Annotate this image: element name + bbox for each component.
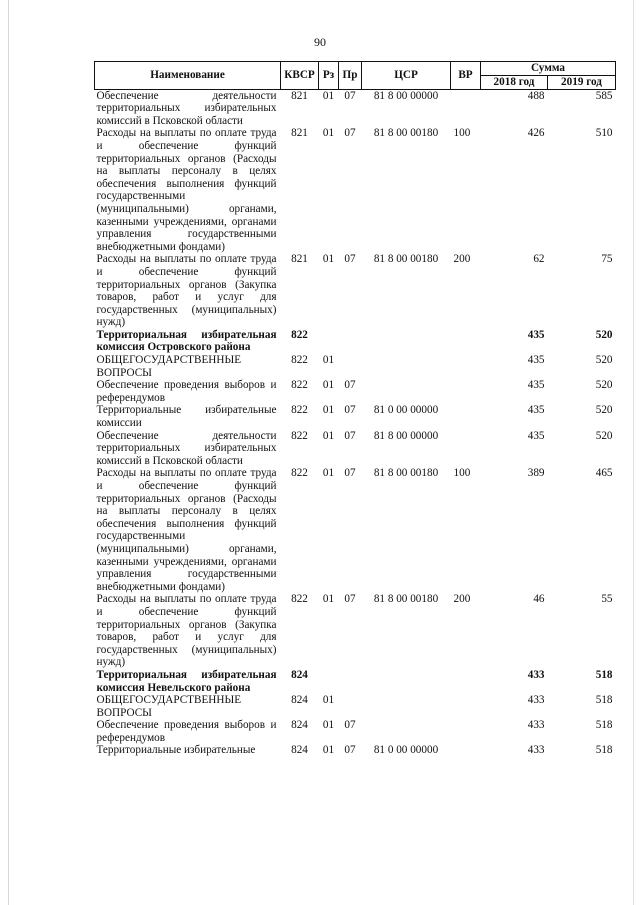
row-vr: 200	[453, 253, 471, 266]
row-name: Расходы на выплаты по оплате труда и обеспечение функций территориальных органов (Закупка товаров, работ и услуг для государственных (муниципальных) нужд)	[96, 593, 277, 669]
row-kvsr: 822	[291, 354, 308, 367]
row-csr: 81 8 00 00180	[373, 593, 439, 606]
row-csr	[362, 719, 451, 744]
table-row	[95, 467, 616, 593]
row-vr	[451, 354, 481, 379]
row-name: ОБЩЕГОСУДАРСТВЕННЫЕ ВОПРОСЫ	[96, 694, 242, 719]
table-row	[95, 669, 616, 694]
row-kvsr: 824	[291, 668, 308, 681]
row-vr: 100	[453, 467, 471, 480]
table-row	[95, 379, 616, 404]
row-csr: 81 8 00 00180	[373, 253, 439, 266]
row-csr	[362, 329, 451, 354]
header-rz: Рз	[319, 62, 339, 90]
row-amount-2018: 433	[527, 668, 545, 681]
row-amount-2018: 46	[533, 593, 545, 606]
row-name: Обеспечение деятельности территориальных избирательных комиссий в Псковской области	[96, 89, 277, 127]
row-rz: 01	[322, 89, 335, 102]
table-row	[95, 694, 616, 719]
row-csr: 81 0 00 00000	[373, 744, 439, 757]
row-csr	[362, 354, 451, 379]
row-pr: 07	[344, 253, 356, 266]
row-amount-2018: 389	[527, 467, 545, 480]
row-kvsr: 822	[291, 593, 308, 606]
scan-edge-right	[633, 0, 634, 905]
table-row	[95, 329, 616, 354]
row-name: Территориальная избирательная комиссия Невельского района	[96, 668, 277, 694]
row-amount-2019: 510	[595, 127, 613, 140]
row-csr: 81 8 00 00180	[373, 127, 439, 140]
row-name: Территориальные избирательные	[96, 744, 256, 757]
row-csr: 81 8 00 00000	[373, 429, 439, 442]
row-kvsr: 822	[291, 328, 308, 341]
row-amount-2018: 435	[527, 354, 545, 367]
row-rz: 01	[322, 744, 335, 757]
row-vr	[451, 719, 481, 744]
row-kvsr: 822	[291, 467, 308, 480]
row-vr: 100	[453, 127, 471, 140]
row-amount-2019: 75	[601, 253, 613, 266]
row-pr: 07	[344, 404, 356, 417]
row-rz: 01	[322, 253, 335, 266]
row-csr: 81 8 00 00180	[373, 467, 439, 480]
row-kvsr: 824	[291, 744, 308, 757]
table-row	[95, 89, 616, 127]
header-2018: 2018 год	[481, 75, 548, 89]
header-kvsr: КВСР	[281, 62, 319, 90]
row-pr	[339, 694, 362, 719]
row-vr	[451, 669, 481, 694]
row-csr: 81 0 00 00000	[373, 404, 439, 417]
row-amount-2018: 62	[533, 253, 545, 266]
row-rz: 01	[322, 379, 335, 392]
row-pr: 07	[344, 127, 356, 140]
header-csr: ЦСР	[362, 62, 451, 90]
row-amount-2019: 520	[595, 379, 613, 392]
row-pr: 07	[344, 429, 356, 442]
row-name: Обеспечение проведения выборов и референдумов	[96, 379, 277, 404]
row-csr: 81 8 00 00000	[373, 89, 439, 102]
row-vr	[451, 89, 481, 127]
row-vr	[451, 430, 481, 468]
row-amount-2019: 520	[595, 328, 613, 341]
row-vr	[451, 379, 481, 404]
row-amount-2019: 520	[595, 429, 613, 442]
table-row	[95, 744, 616, 757]
row-vr: 200	[453, 593, 471, 606]
row-rz: 01	[322, 694, 335, 707]
row-name: Расходы на выплаты по оплате труда и обеспечение функций территориальных органов (Расходы на выплаты персоналу в целях обеспечения выполнения функций государственными (муниципальными) органами, казенными учреждениями, органами управления государственными внебюджетными фондами)	[96, 127, 277, 253]
row-amount-2019: 520	[595, 354, 613, 367]
row-amount-2018: 433	[527, 694, 545, 707]
row-pr	[339, 354, 362, 379]
row-vr	[451, 329, 481, 354]
table-row	[95, 253, 616, 329]
row-name: Расходы на выплаты по оплате труда и обеспечение функций территориальных органов (Закупка товаров, работ и услуг для государственных (муниципальных) нужд)	[96, 253, 277, 329]
row-vr	[451, 744, 481, 757]
header-vr: ВР	[451, 62, 481, 90]
row-kvsr: 821	[291, 127, 308, 140]
row-name: Территориальные избирательные комиссии	[96, 404, 277, 430]
scan-edge-left	[8, 0, 9, 905]
row-amount-2018: 488	[527, 89, 545, 102]
row-amount-2018: 435	[527, 328, 545, 341]
row-name: Обеспечение проведения выборов и референдумов	[96, 719, 277, 744]
row-amount-2019: 55	[601, 593, 613, 606]
row-name: Территориальная избирательная комиссия Островского района	[96, 328, 277, 354]
row-rz: 01	[322, 127, 335, 140]
row-amount-2019: 518	[595, 719, 613, 732]
row-pr	[339, 329, 362, 354]
row-rz: 01	[322, 429, 335, 442]
row-vr	[451, 694, 481, 719]
row-rz: 01	[322, 354, 335, 367]
row-rz	[319, 669, 339, 694]
header-summa: Сумма	[481, 62, 616, 76]
row-amount-2019: 585	[595, 89, 613, 102]
row-pr: 07	[344, 593, 356, 606]
table-row	[95, 430, 616, 468]
row-rz: 01	[322, 593, 335, 606]
header-pr: Пр	[339, 62, 362, 90]
row-pr: 07	[344, 719, 356, 732]
row-kvsr: 821	[291, 253, 308, 266]
table-row	[95, 593, 616, 669]
row-amount-2018: 435	[527, 429, 545, 442]
table-header	[95, 62, 616, 90]
row-pr: 07	[344, 379, 356, 392]
row-amount-2019: 518	[595, 694, 613, 707]
row-kvsr: 822	[291, 379, 308, 392]
page-number: 90	[314, 35, 326, 49]
row-csr	[362, 669, 451, 694]
row-amount-2018: 435	[527, 404, 545, 417]
row-kvsr: 821	[291, 89, 308, 102]
budget-table	[94, 61, 616, 757]
row-name: ОБЩЕГОСУДАРСТВЕННЫЕ ВОПРОСЫ	[96, 354, 242, 379]
row-rz: 01	[322, 404, 335, 417]
row-rz: 01	[322, 467, 335, 480]
row-amount-2018: 426	[527, 127, 545, 140]
row-rz: 01	[322, 719, 335, 732]
row-kvsr: 824	[291, 694, 308, 707]
row-csr	[362, 694, 451, 719]
row-name: Обеспечение деятельности территориальных избирательных комиссий в Псковской области	[96, 429, 277, 467]
row-pr: 07	[344, 467, 356, 480]
row-name: Расходы на выплаты по оплате труда и обеспечение функций территориальных органов (Расходы на выплаты персоналу в целях обеспечения выполнения функций государственными (муниципальными) органами, казенными учреждениями, органами управления государственными внебюджетными фондами)	[96, 467, 277, 593]
row-amount-2019: 520	[595, 404, 613, 417]
row-kvsr: 822	[291, 404, 308, 417]
table-row	[95, 719, 616, 744]
row-pr: 07	[344, 744, 356, 757]
row-pr	[339, 669, 362, 694]
row-kvsr: 822	[291, 429, 308, 442]
row-amount-2018: 435	[527, 379, 545, 392]
row-amount-2019: 465	[595, 467, 613, 480]
row-amount-2019: 518	[595, 744, 613, 757]
row-csr	[362, 379, 451, 404]
row-amount-2019: 518	[595, 668, 613, 681]
header-2019: 2019 год	[548, 75, 616, 89]
table-row	[95, 127, 616, 253]
row-amount-2018: 433	[527, 719, 545, 732]
row-pr: 07	[344, 89, 356, 102]
header-name: Наименование	[95, 62, 281, 90]
row-rz	[319, 329, 339, 354]
row-kvsr: 824	[291, 719, 308, 732]
table-row	[95, 404, 616, 429]
row-vr	[451, 404, 481, 429]
table-body	[95, 89, 616, 757]
table-row	[95, 354, 616, 379]
row-amount-2018: 433	[527, 744, 545, 757]
